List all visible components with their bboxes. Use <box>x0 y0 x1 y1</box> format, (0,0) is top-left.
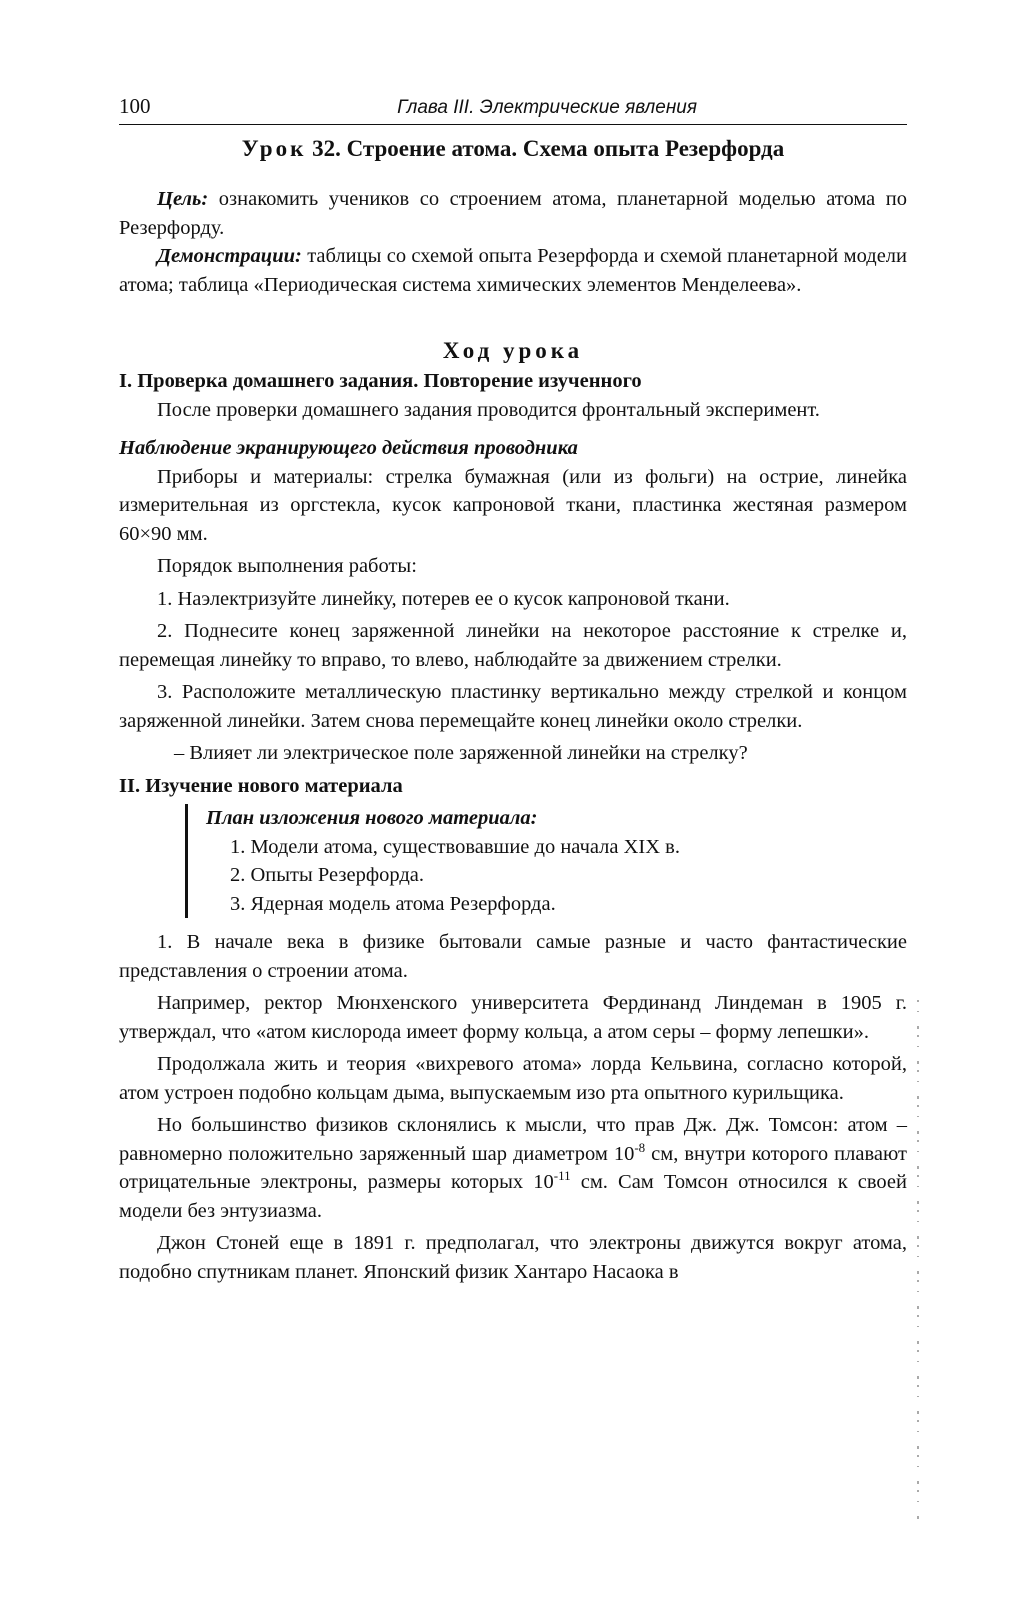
demos-label: Демонстрации: <box>157 245 302 267</box>
control-question: – Влияет ли электрическое поле заряженной линейки на стрелку? <box>174 742 748 764</box>
chapter-title: Глава III. Электрические явления <box>397 97 697 118</box>
body-paragraph: Продолжала жить и теория «вихревого атома» лорда Кельвина, согласно которой, атом устроен подобно кольцам дыма, выпускаемым изо рта опытного курильщика. <box>119 1053 907 1104</box>
section-1-heading: I. Проверка домашнего задания. Повторение изученного <box>119 370 642 392</box>
page-number: 100 <box>119 94 151 118</box>
plan-item: 3. Ядерная модель атома Резерфорда. <box>230 892 556 915</box>
procedure-label: Порядок выполнения работы: <box>157 555 417 577</box>
scan-edge-noise <box>916 1000 920 1520</box>
goal-text: ознакомить учеников со строением атома, планетарной моделью атома по Резерфорду. <box>119 188 907 239</box>
step-2: 2. Поднесите конец заряженной линейки на некоторое расстояние к стрелке и, перемещая линейку то вправо, то влево, наблюдайте за движением стрелки. <box>119 620 907 671</box>
plan-title: План изложения нового материала: <box>206 807 538 829</box>
lesson-course-heading: Ход урока <box>442 338 584 363</box>
thomson-paragraph <box>119 1111 907 1225</box>
plan-item: 2. Опыты Резерфорда. <box>230 864 424 886</box>
plan-box <box>185 804 907 918</box>
body-paragraph: Джон Стоней еще в 1891 г. предполагал, что электроны движутся вокруг атома, подобно спутникам планет. Японский физик Хантаро Насаока в <box>119 1232 907 1283</box>
thomson-text-a: Но большинство физиков склонялись к мысли, что прав Дж. Дж. Томсон: атом – равномерно положительно заряженный шар диаметром 10 <box>119 1114 907 1165</box>
running-head <box>119 92 907 125</box>
step-3: 3. Расположите металлическую пластинку вертикально между стрелкой и концом заряженной линейки. Затем снова перемещайте конец линейки около стрелки. <box>119 681 907 732</box>
exponent: -11 <box>553 1168 571 1184</box>
goal-label: Цель: <box>157 188 209 210</box>
book-page <box>119 92 907 1286</box>
demos-text: таблицы со схемой опыта Резерфорда и схемой планетарной модели атома; таблица «Периодическая система химических элементов Менделеева». <box>119 245 907 296</box>
body-paragraph: 1. В начале века в физике бытовали самые разные и часто фантастические представления о строении атома. <box>119 931 907 982</box>
demos-paragraph <box>119 242 907 299</box>
thomson-text-b: см, внутри которого плавают отрицательные электроны, размеры которых 10 <box>119 1142 907 1193</box>
section-2-heading: II. Изучение нового материала <box>119 774 403 797</box>
goal-paragraph <box>119 185 907 242</box>
lesson-title-text: 32. Строение атома. Схема опыта Резерфорда <box>306 136 785 161</box>
thomson-text-c: см. Сам Томсон относился к своей модели без энтузиазма. <box>119 1171 907 1222</box>
lesson-title-prefix: Урок <box>241 136 307 161</box>
exponent: -8 <box>634 1139 646 1155</box>
equipment-paragraph: Приборы и материалы: стрелка бумажная (или из фольги) на острие, линейка измерительная из оргстекла, кусок капроновой ткани, пластинка жестяная размером 60×90 мм. <box>119 465 907 545</box>
step-1: 1. Наэлектризуйте линейку, потерев ее о кусок капроновой ткани. <box>157 587 730 610</box>
body-paragraph: Например, ректор Мюнхенского университета Фердинанд Линдеман в 1905 г. утверждал, что «атом кислорода имеет форму кольца, а атом серы – форму лепешки». <box>119 992 907 1043</box>
plan-item: 1. Модели атома, существовавшие до начала XIX в. <box>230 835 680 858</box>
lesson-title <box>119 133 907 165</box>
section-1-intro: После проверки домашнего задания проводится фронтальный эксперимент. <box>157 398 820 421</box>
experiment-heading: Наблюдение экранирующего действия проводника <box>119 437 578 459</box>
